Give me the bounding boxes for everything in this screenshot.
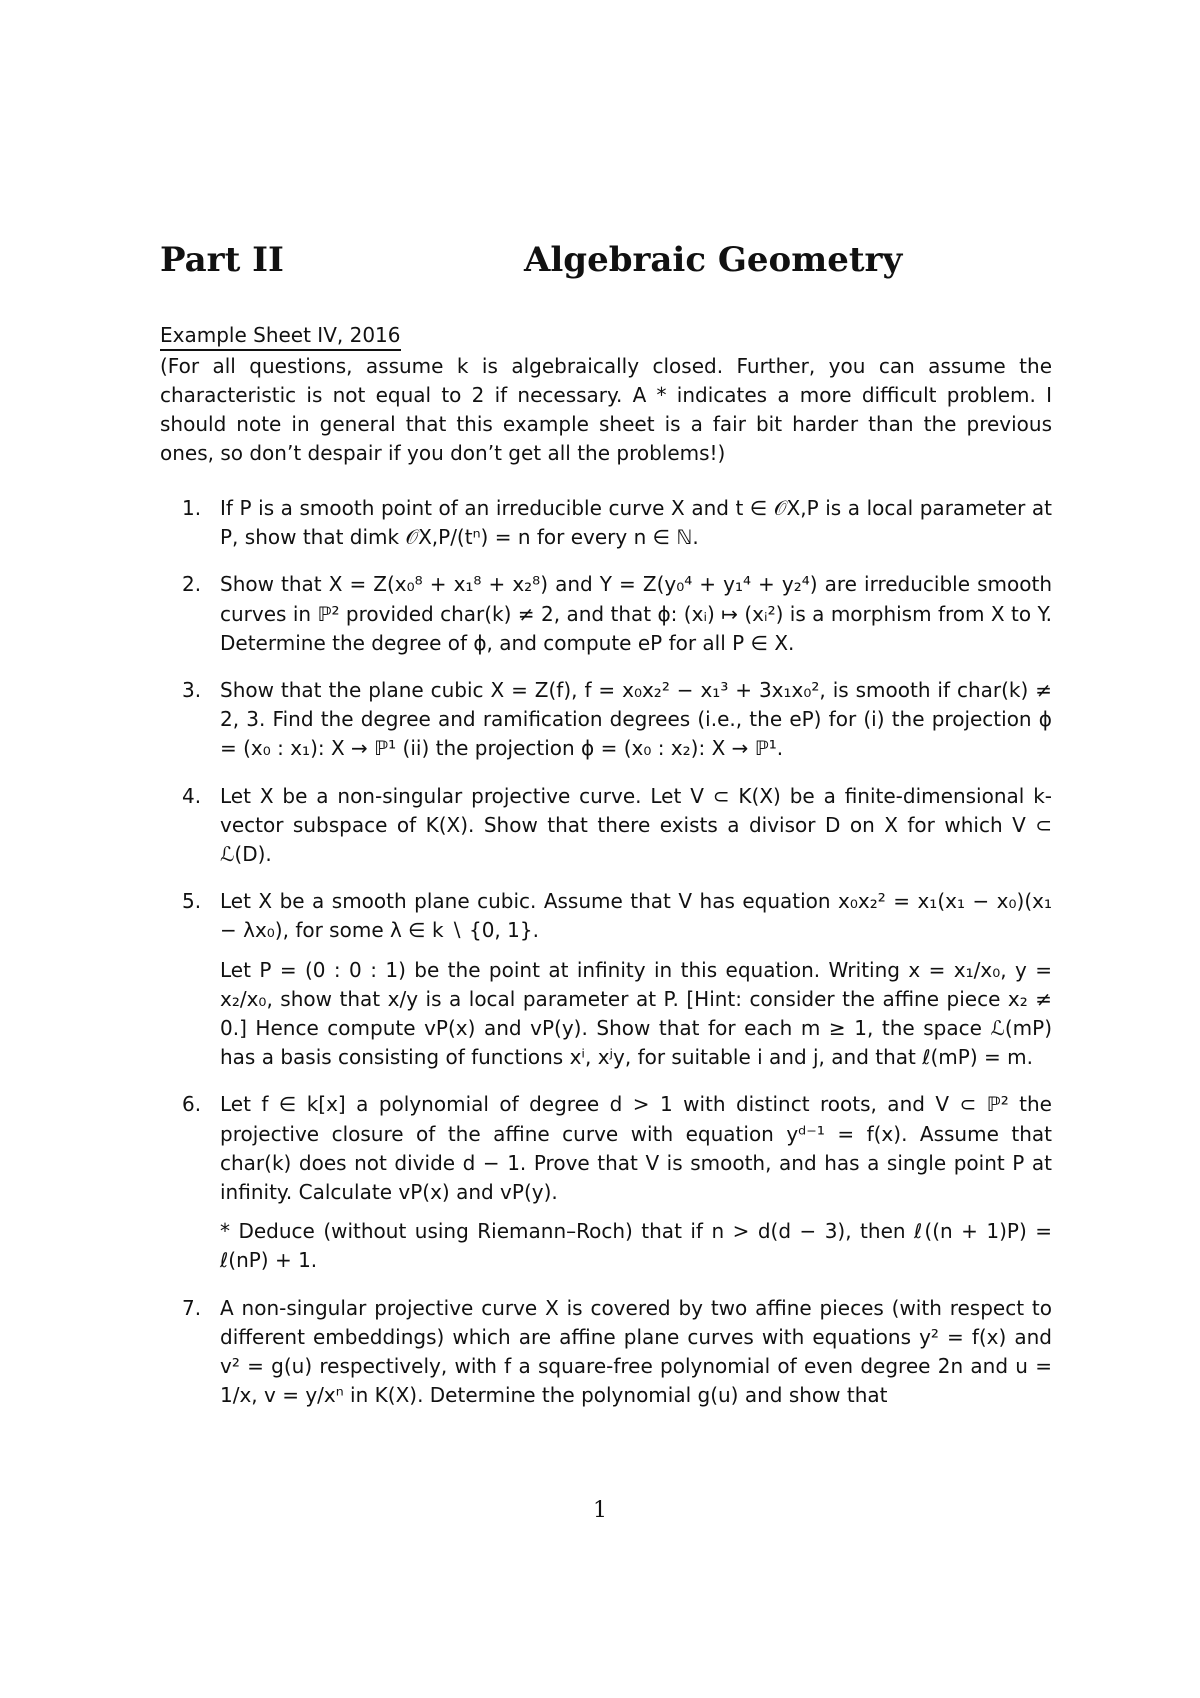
sheet-title: Example Sheet IV, 2016 bbox=[160, 323, 401, 351]
problem-number: 6. bbox=[182, 1092, 202, 1117]
problem-number: 1. bbox=[182, 496, 202, 520]
problem-text: Let X be a smooth plane cubic. Assume that V has equation x₀x₂² = x₁(x₁ − x₀)(x₁ − λx₀), for some λ ∈ k ∖ {0, 1}. bbox=[220, 889, 1052, 943]
problem-text: Show that X = Z(x₀⁸ + x₁⁸ + x₂⁸) and Y = Z(y₀⁴ + y₁⁴ + y₂⁴) are irreducible smooth curves in ℙ² provided char(k) ≠ 2, and that ϕ: (xᵢ) ↦ (xᵢ²) is a morphism from X to Y. Determine the degree of ϕ, and compute eP for all P ∈ X. bbox=[220, 572, 1052, 655]
problem-text: Show that the plane cubic X = Z(f), f = x₀x₂² − x₁³ + 3x₁x₀², is smooth if char(k) ≠ 2, 3. Find the degree and ramification degrees (i.e., the eP) for (i) the projection ϕ = (x₀ : x₁): X → ℙ¹ (ii) the projection ϕ = (x₀ : x₂): X → ℙ¹. bbox=[220, 678, 1052, 761]
problem-number: 2. bbox=[182, 572, 202, 597]
page-header bbox=[160, 240, 1060, 290]
problem-text: Let P = (0 : 0 : 1) be the point at infinity in this equation. Writing x = x₁/x₀, y = x₂/x₀, show that x/y is a local parameter at P. [Hint: consider the affine piece x₂ ≠ 0.] Hence compute vP(x) and vP(y). Show that for each m ≥ 1, the space ℒ(mP) has a basis consisting of functions xⁱ, xʲy, for suitable i and j, and that ℓ(mP) = m. bbox=[220, 957, 1052, 1070]
problem-number: 7. bbox=[182, 1295, 202, 1320]
problem-3 bbox=[160, 676, 1052, 764]
problem-number: 5. bbox=[182, 889, 202, 914]
problem-7 bbox=[160, 1294, 1052, 1411]
problem-text: Let f ∈ k[x] a polynomial of degree d > 1 with distinct roots, and V ⊂ ℙ² the projective closure of the affine curve with equation yᵈ⁻¹ = f(x). Assume that char(k) does not divide d − 1. Prove that V is smooth, and has a single point P at infinity. Calculate vP(x) and vP(y). bbox=[220, 1092, 1052, 1205]
problem-6 bbox=[160, 1090, 1052, 1275]
problem-1 bbox=[160, 494, 1052, 552]
problem-4 bbox=[160, 782, 1052, 870]
problem-text: * Deduce (without using Riemann–Roch) that if n > d(d − 3), then ℓ((n + 1)P) = ℓ(nP) + 1. bbox=[220, 1219, 1052, 1273]
problem-list bbox=[160, 494, 1052, 1428]
problem-number: 4. bbox=[182, 783, 202, 808]
problem-number: 3. bbox=[182, 678, 202, 703]
page-number: 1 bbox=[593, 1498, 607, 1523]
intro-paragraph: (For all questions, assume k is algebraically closed. Further, you can assume the characteristic is not equal to 2 if necessary. A * indicates a more difficult problem. I should note in general that this example sheet is a fair bit harder than the previous ones, so don’t despair if you don’t get all the problems!) bbox=[160, 354, 1052, 465]
problem-5 bbox=[160, 887, 1052, 1072]
problem-text: Let X be a non-singular projective curve. Let V ⊂ K(X) be a finite-dimensional k-vector subspace of K(X). Show that there exists a divisor D on X for which V ⊂ ℒ(D). bbox=[220, 783, 1052, 867]
course-title: Algebraic Geometry bbox=[524, 240, 903, 280]
problem-text: A non-singular projective curve X is covered by two affine pieces (with respect to different embeddings) which are affine plane curves with equations y² = f(x) and v² = g(u) respectively, with f a square-free polynomial of even degree 2n and u = 1/x, v = y/xⁿ in K(X). Determine the polynomial g(u) and show that bbox=[220, 1295, 1052, 1408]
problem-2 bbox=[160, 570, 1052, 658]
problem-text: If P is a smooth point of an irreducible curve X and t ∈ 𝒪X,P is a local parameter at P, show that dimk 𝒪X,P/(tⁿ) = n for every n ∈ ℕ. bbox=[220, 496, 1052, 550]
course-part: Part II bbox=[160, 240, 284, 280]
